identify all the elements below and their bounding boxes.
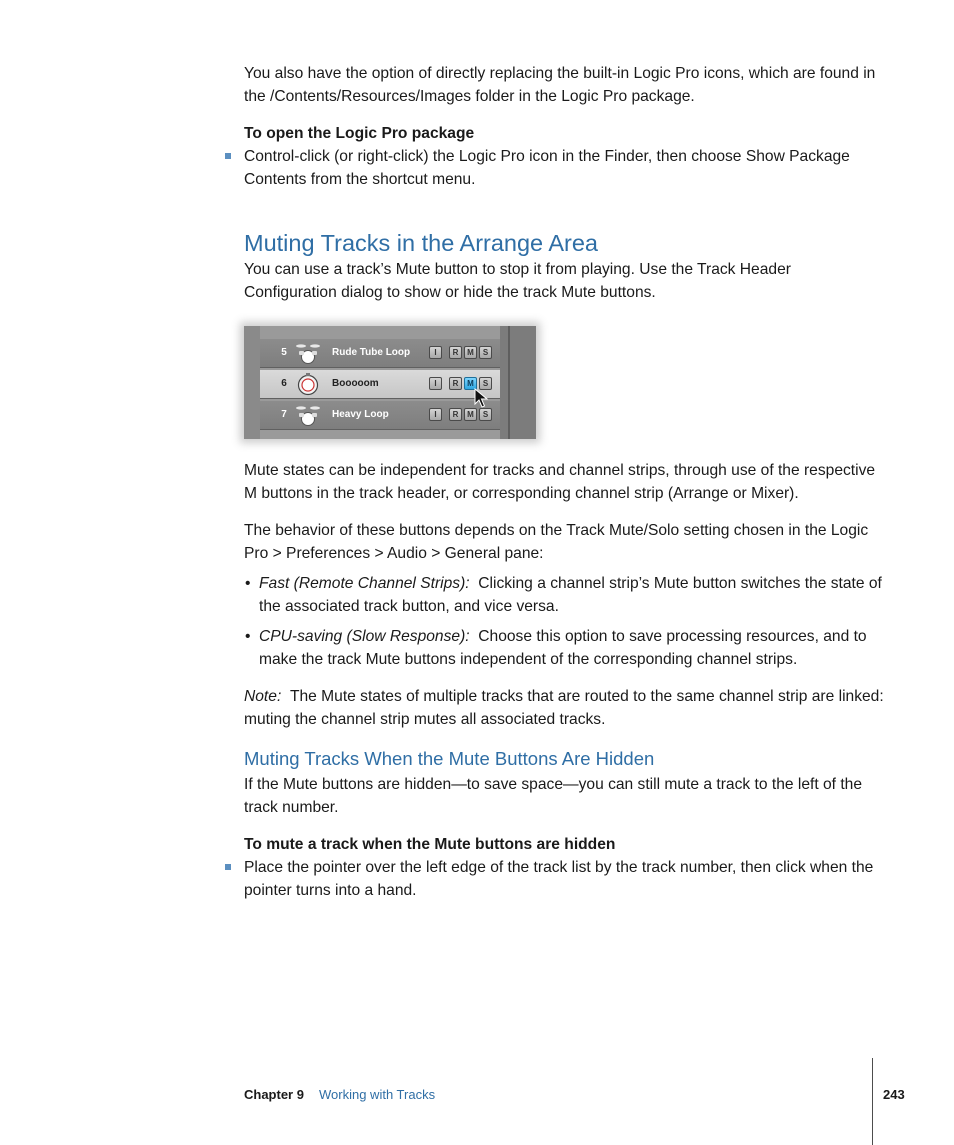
option-item-cpu-saving [259, 625, 884, 671]
solo-button[interactable]: S [479, 346, 492, 359]
option-item-fast [259, 572, 884, 618]
intro-paragraph: You also have the option of directly replacing the built-in Logic Pro icons, which are found in the /Contents/Resources/Images folder in the Logic Pro package. [244, 65, 876, 105]
procedure-title-mute-hidden: To mute a track when the Mute buttons are hidden [244, 836, 616, 853]
track-number: 7 [281, 409, 287, 420]
option-description: Choose this option to save processing resources, and to make the track Mute buttons independent of the corresponding channel strips. [259, 628, 867, 668]
record-enable-button[interactable]: R [449, 377, 462, 390]
track-row-5 [260, 339, 500, 368]
mute-button[interactable]: M [464, 346, 477, 359]
footer-chapter-label: Chapter 9 [244, 1087, 304, 1102]
procedure-step-mute-hidden: Place the pointer over the left edge of the track list by the track number, then click when the pointer turns into a hand. [244, 859, 874, 899]
square-bullet-icon [225, 864, 231, 870]
track-row-6-selected [260, 370, 500, 399]
solo-button[interactable]: S [479, 408, 492, 421]
subsection-heading-hidden-mute: Muting Tracks When the Mute Buttons Are Hidden [244, 748, 655, 769]
track-number: 6 [281, 378, 287, 389]
behavior-paragraph: The behavior of these buttons depends on the Track Mute/Solo setting chosen in the Logic Pro > Preferences > Audio > General pane: [244, 522, 869, 562]
footer-divider [872, 1058, 873, 1145]
track-list-screenshot [244, 326, 536, 439]
option-term: Fast (Remote Channel Strips): [259, 575, 470, 592]
track-name: Booooom [332, 378, 379, 389]
mute-button[interactable]: M [464, 408, 477, 421]
procedure-title-open-package: To open the Logic Pro package [244, 125, 475, 142]
square-bullet-icon [225, 153, 231, 159]
mute-states-paragraph: Mute states can be independent for tracks and channel strips, through use of the respective M buttons in the track header, or corresponding channel strip (Arrange or Mixer). [244, 462, 876, 502]
option-term: CPU-saving (Slow Response): [259, 628, 470, 645]
input-monitor-button[interactable]: I [429, 377, 442, 390]
record-enable-button[interactable]: R [449, 346, 462, 359]
solo-button[interactable]: S [479, 377, 492, 390]
note-paragraph [244, 685, 884, 731]
kick-drum-icon [296, 372, 320, 396]
track-number: 5 [281, 347, 287, 358]
input-monitor-button[interactable]: I [429, 346, 442, 359]
note-text: The Mute states of multiple tracks that are routed to the same channel strip are linked: muting the channel strip mutes all associated tracks. [244, 688, 884, 728]
section-heading-muting-tracks: Muting Tracks in the Arrange Area [244, 230, 598, 256]
input-monitor-button[interactable]: I [429, 408, 442, 421]
option-description: Clicking a channel strip’s Mute button switches the state of the associated track button, and vice versa. [259, 575, 882, 615]
track-row-7 [260, 401, 500, 430]
subsection-paragraph: If the Mute buttons are hidden—to save space—you can still mute a track to the left of the track number. [244, 776, 863, 816]
arrange-area-edge [500, 326, 536, 439]
mute-button-active[interactable]: M [464, 377, 477, 390]
drum-kit-icon [296, 341, 320, 365]
procedure-step-open-package: Control-click (or right-click) the Logic Pro icon in the Finder, then choose Show Package Contents from the shortcut menu. [244, 148, 850, 188]
track-name: Heavy Loop [332, 409, 389, 420]
page-number: 243 [883, 1087, 905, 1102]
track-name: Rude Tube Loop [332, 347, 411, 358]
footer-chapter-title: Working with Tracks [319, 1087, 436, 1102]
note-label: Note: [244, 688, 282, 705]
record-enable-button[interactable]: R [449, 408, 462, 421]
track-list-left-edge [244, 326, 260, 439]
dot-bullet-icon: • [245, 628, 251, 645]
drum-kit-icon [296, 403, 320, 427]
section-intro-paragraph: You can use a track’s Mute button to stop it from playing. Use the Track Header Configuration dialog to show or hide the track Mute buttons. [244, 261, 791, 301]
mouse-pointer-icon [474, 388, 488, 408]
dot-bullet-icon: • [245, 575, 251, 592]
